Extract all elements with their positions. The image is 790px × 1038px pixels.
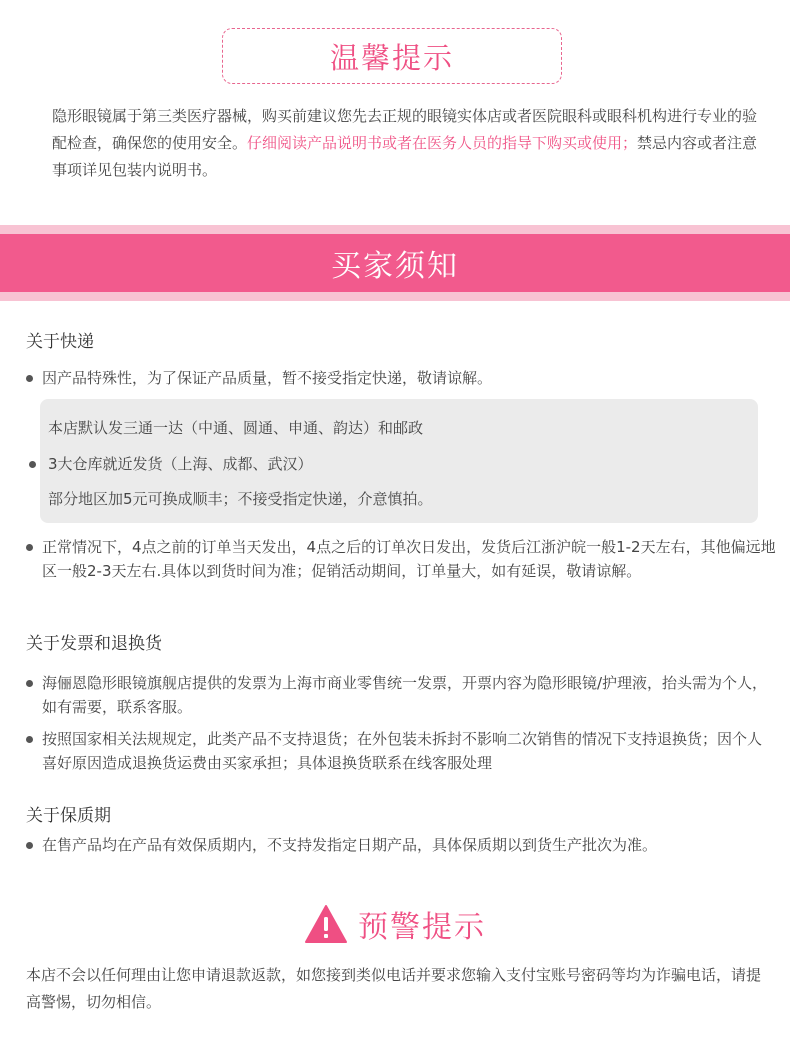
express-bullet-2-text: 正常情况下，4点之前的订单当天发出，4点之后的订单次日发出，发货后江浙沪皖一般1-2天左右，其他偏远地区一般2-3天左右.具体以到货时间为准；促销活动期间，订单量大，如有延误，敬请谅解。 bbox=[42, 538, 776, 580]
notice-title: 买家须知 bbox=[331, 249, 459, 284]
invoice-bullet-1-text: 海俪恩隐形眼镜旗舰店提供的发票为上海市商业零售统一发票，开票内容为隐形眼镜/护理液，抬头需为个人，如有需要，联系客服。 bbox=[42, 674, 768, 716]
shelf-life-section-title: 关于保质期 bbox=[26, 806, 111, 826]
invoice-bullet-2 bbox=[26, 727, 776, 775]
warning-text: 本店不会以任何理由让您申请退款返款，如您接到类似电话并要求您输入支付宝账号密码等均为诈骗电话，请提高警惕，切勿相信。 bbox=[26, 966, 762, 1011]
express-box-line-2: 3大仓库就近发货（上海、成都、武汉） bbox=[48, 455, 313, 473]
tips-text-2: 禁忌内容或者注意事项详见包装内说明书。 bbox=[52, 134, 758, 179]
bullet-dot bbox=[26, 736, 33, 743]
tips-title: 温馨提示 bbox=[329, 40, 454, 75]
express-info-box bbox=[40, 399, 758, 523]
warning-title: 预警提示 bbox=[358, 910, 486, 945]
shelf-life-bullet-1 bbox=[26, 833, 776, 857]
bullet-dot bbox=[26, 544, 33, 551]
express-box-line-1: 本店默认发三通一达（中通、圆通、申通、韵达）和邮政 bbox=[48, 419, 424, 437]
warning-triangle-icon bbox=[304, 904, 348, 944]
tips-highlight: 仔细阅读产品说明书或者在医务人员的指导下购买或使用； bbox=[247, 134, 638, 152]
warning-header bbox=[0, 898, 790, 950]
notice-banner bbox=[0, 234, 790, 292]
express-bullet-1 bbox=[26, 366, 776, 390]
invoice-section-title: 关于发票和退换货 bbox=[26, 634, 162, 654]
bullet-dot bbox=[26, 680, 33, 687]
express-bullet-1-text: 因产品特殊性，为了保证产品质量，暂不接受指定快递，敬请谅解。 bbox=[42, 369, 493, 387]
banner-top-line bbox=[0, 225, 790, 234]
bullet-dot bbox=[29, 461, 36, 468]
tips-intro bbox=[52, 103, 766, 184]
tips-text-1: 隐形眼镜属于第三类医疗器械，购买前建议您先去正规的眼镜实体店或者医院眼科或眼科机构进行专业的验配检查，确保您的使用安全。 bbox=[52, 107, 758, 152]
express-section-title: 关于快递 bbox=[26, 332, 94, 352]
bullet-dot bbox=[26, 375, 33, 382]
express-bullet-2 bbox=[26, 535, 776, 583]
tips-header-box bbox=[222, 28, 562, 84]
invoice-bullet-1 bbox=[26, 671, 776, 719]
express-box-line-3: 部分地区加5元可换成顺丰；不接受指定快递，介意慎拍。 bbox=[48, 490, 433, 508]
invoice-bullet-2-text: 按照国家相关法规规定，此类产品不支持退货；在外包装未拆封不影响二次销售的情况下支持退换货；因个人喜好原因造成退换货运费由买家承担；具体退换货联系在线客服处理 bbox=[42, 730, 763, 772]
shelf-life-bullet-1-text: 在售产品均在产品有效保质期内，不支持发指定日期产品，具体保质期以到货生产批次为准。 bbox=[42, 836, 658, 854]
bullet-dot bbox=[26, 842, 33, 849]
banner-bottom-line bbox=[0, 292, 790, 301]
